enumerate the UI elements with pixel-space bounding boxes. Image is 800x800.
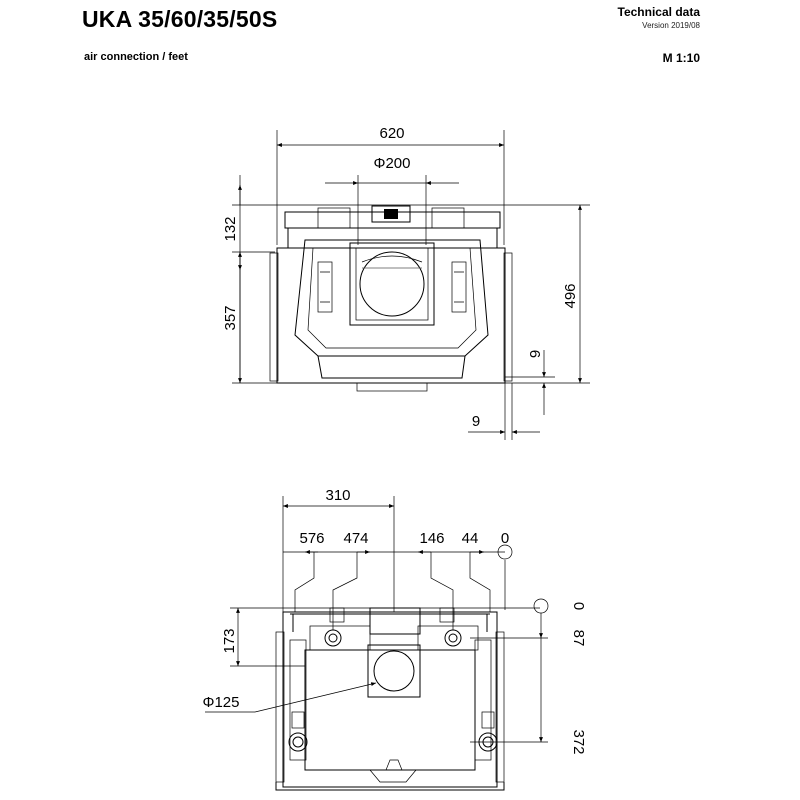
version-label: Version 2019/08 — [642, 21, 700, 30]
page-title: UKA 35/60/35/50S — [82, 6, 278, 32]
plan-view-drawing — [202, 496, 548, 790]
dim-width: 620 — [379, 125, 405, 142]
dim-gap-bottom: 9 — [471, 413, 481, 430]
dim-x-576: 576 — [299, 530, 325, 547]
dim-x-0: 0 — [500, 530, 510, 547]
front-view-drawing — [232, 130, 590, 440]
dim-height-total: 496 — [562, 283, 579, 309]
dim-depth-173: 173 — [221, 628, 238, 654]
scale-label: M 1:10 — [662, 51, 700, 65]
dim-x-146: 146 — [419, 530, 445, 547]
dim-duct-diameter: Φ200 — [373, 155, 411, 172]
dim-x-44: 44 — [461, 530, 479, 547]
technical-data-label: Technical data — [617, 5, 700, 19]
page-subtitle: air connection / feet — [84, 51, 188, 63]
dim-height-bottom: 357 — [222, 305, 239, 331]
dim-x-474: 474 — [343, 530, 369, 547]
dim-y-87: 87 — [570, 629, 587, 647]
dim-height-top: 132 — [222, 216, 239, 242]
dim-y-0: 0 — [570, 601, 587, 611]
dim-y-372: 372 — [570, 729, 587, 755]
dim-gap-right: 9 — [527, 349, 544, 359]
dim-half-width: 310 — [325, 487, 351, 504]
dim-air-inlet-diameter: Φ125 — [202, 694, 240, 711]
